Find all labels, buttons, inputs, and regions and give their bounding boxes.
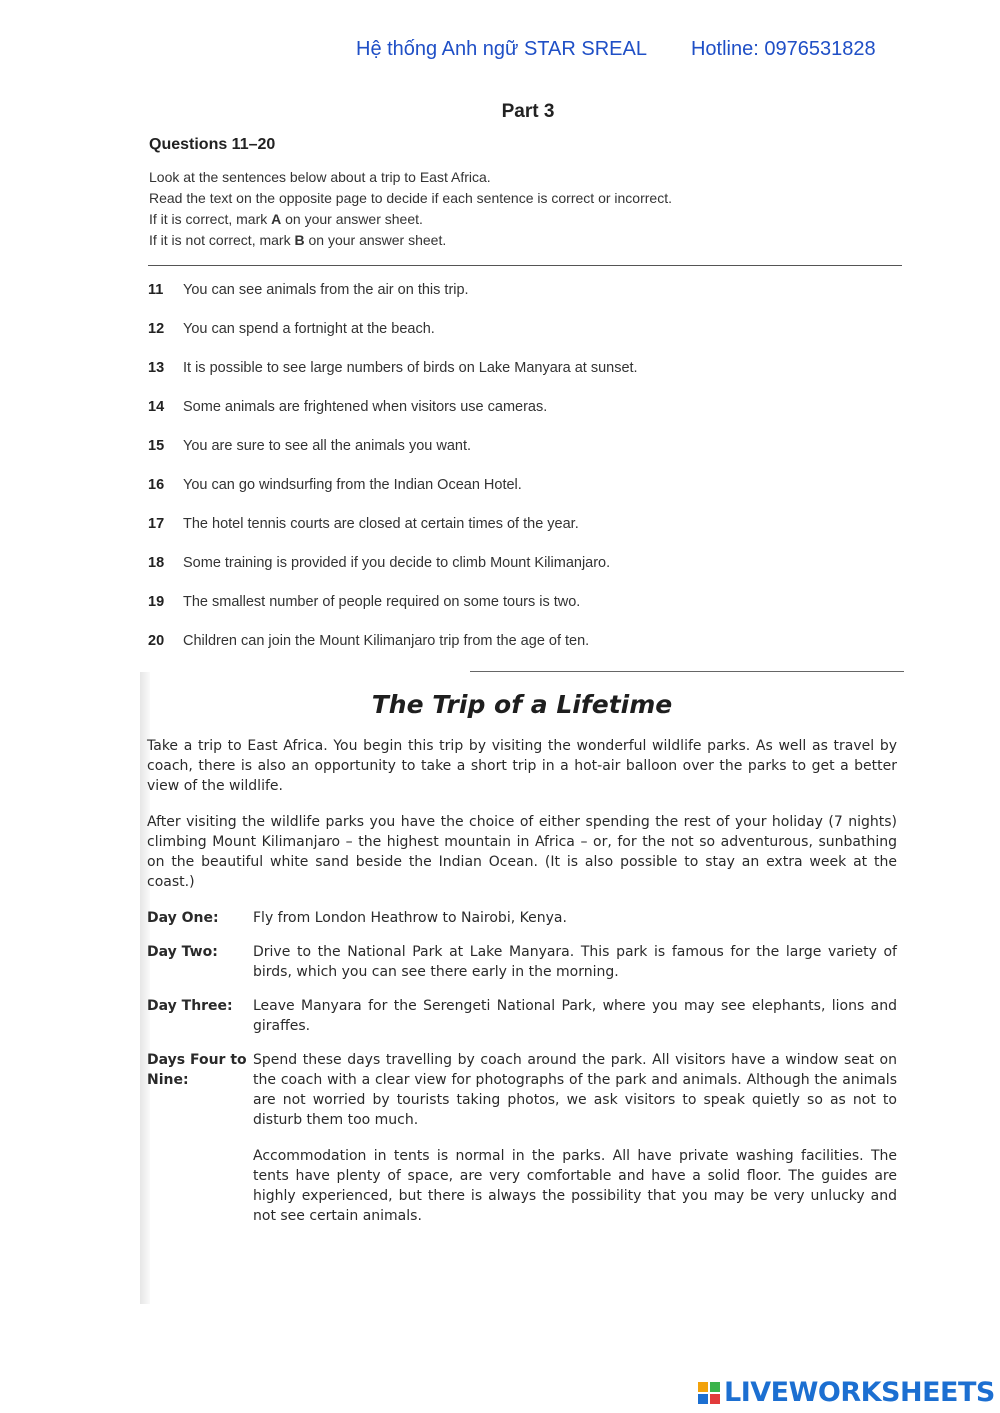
question-item [148,282,908,321]
instruction-line: If it is not correct, mark B on your answer sheet. [149,232,447,248]
logo-text: LIVEWORKSHEETS [724,1377,995,1408]
question-number: 15 [148,438,165,454]
itinerary-day [147,996,897,1036]
question-item [148,555,908,594]
logo-icon [698,1382,720,1404]
logo-square [710,1394,720,1404]
school-name: Hệ thống Anh ngữ STAR SREAL [356,38,647,60]
question-number: 13 [148,360,165,376]
question-text: You can go windsurfing from the Indian Ocean Hotel. [183,477,522,493]
reading-paragraph: Take a trip to East Africa. You begin this trip by visiting the wonderful wildlife parks. As well as travel by coach, there is also an opportunity to take a short trip in a hot-air balloon over the parks to get a better view of the wildlife. [147,738,897,794]
instruction-line: Look at the sentences below about a trip to East Africa. [149,169,491,185]
question-item [148,594,908,633]
question-number: 20 [148,633,165,649]
question-item [148,360,908,399]
logo-square [698,1382,708,1392]
reading-paragraph: After visiting the wildlife parks you have the choice of either spending the rest of your holiday (7 nights) climbing Mount Kilimanjaro – the highest mountain in Africa – or, for the not so adventurous, sunbathing on the beautiful white sand beside the Indian Ocean. (It is also possible to stay an extra week at the coast.) [147,814,897,890]
question-text: The smallest number of people required on some tours is two. [183,594,581,610]
liveworksheets-logo [698,1377,995,1408]
question-item [148,633,908,672]
question-number: 19 [148,594,165,610]
day-text: Fly from London Heathrow to Nairobi, Kenya. [253,910,567,926]
question-item [148,516,908,555]
question-item [148,399,908,438]
question-number: 18 [148,555,165,571]
question-text: You are sure to see all the animals you want. [183,438,472,454]
question-number: 12 [148,321,165,337]
question-text: Children can join the Mount Kilimanjaro trip from the age of ten. [183,633,590,649]
itinerary-day [147,908,897,928]
question-item [148,438,908,477]
page-header [356,38,956,61]
question-item [148,321,908,360]
day-paragraph: Spend these days travelling by coach around the park. All visitors have a window seat on the coach with a clear view for photographs of the park and animals. Although the animals are not worried by tourists taking photos, we ask visitors to speak quietly so as not to disturb them too much. [253,1052,897,1128]
question-text: You can spend a fortnight at the beach. [183,321,435,337]
day-label: Days Four to Nine: [147,1052,247,1088]
question-number: 17 [148,516,165,532]
questions-title: Questions 11–20 [149,136,276,153]
question-number: 14 [148,399,165,415]
question-text: It is possible to see large numbers of birds on Lake Manyara at sunset. [183,360,638,376]
day-label: Day Two: [147,944,218,960]
itinerary-day [147,1050,897,1226]
divider [148,265,902,266]
day-label: Day One: [147,910,219,926]
question-text: Some animals are frightened when visitors use cameras. [183,399,548,415]
divider [470,671,904,672]
logo-square [710,1382,720,1392]
day-paragraph: Accommodation in tents is normal in the parks. All have private washing facilities. The tents have plenty of space, are very comfortable and have a solid floor. The guides are highly experienced, but there is always the possibility that you may be very unlucky and not see certain animals. [253,1148,897,1224]
question-item [148,477,908,516]
day-text: Drive to the National Park at Lake Manyara. This park is famous for the large variety of birds, which you can see there early in the morning. [253,944,897,980]
question-list [148,282,908,672]
part-title: Part 3 [501,101,555,122]
instructions [149,167,909,251]
reading-title: The Trip of a Lifetime [371,690,673,719]
question-text: You can see animals from the air on this trip. [183,282,469,298]
hotline: Hotline: 0976531828 [690,38,876,60]
question-number: 16 [148,477,165,493]
question-text: The hotel tennis courts are closed at certain times of the year. [183,516,579,532]
instruction-line: If it is correct, mark A on your answer sheet. [149,211,423,227]
question-number: 11 [148,282,164,298]
itinerary-day [147,942,897,982]
question-text: Some training is provided if you decide to climb Mount Kilimanjaro. [183,555,611,571]
reading-text [147,690,897,1240]
logo-square [698,1394,708,1404]
day-text [253,1050,897,1226]
day-label: Day Three: [147,998,233,1014]
instruction-line: Read the text on the opposite page to decide if each sentence is correct or incorrect. [149,190,672,206]
day-text: Leave Manyara for the Serengeti National Park, where you may see elephants, lions and giraffes. [253,998,897,1034]
